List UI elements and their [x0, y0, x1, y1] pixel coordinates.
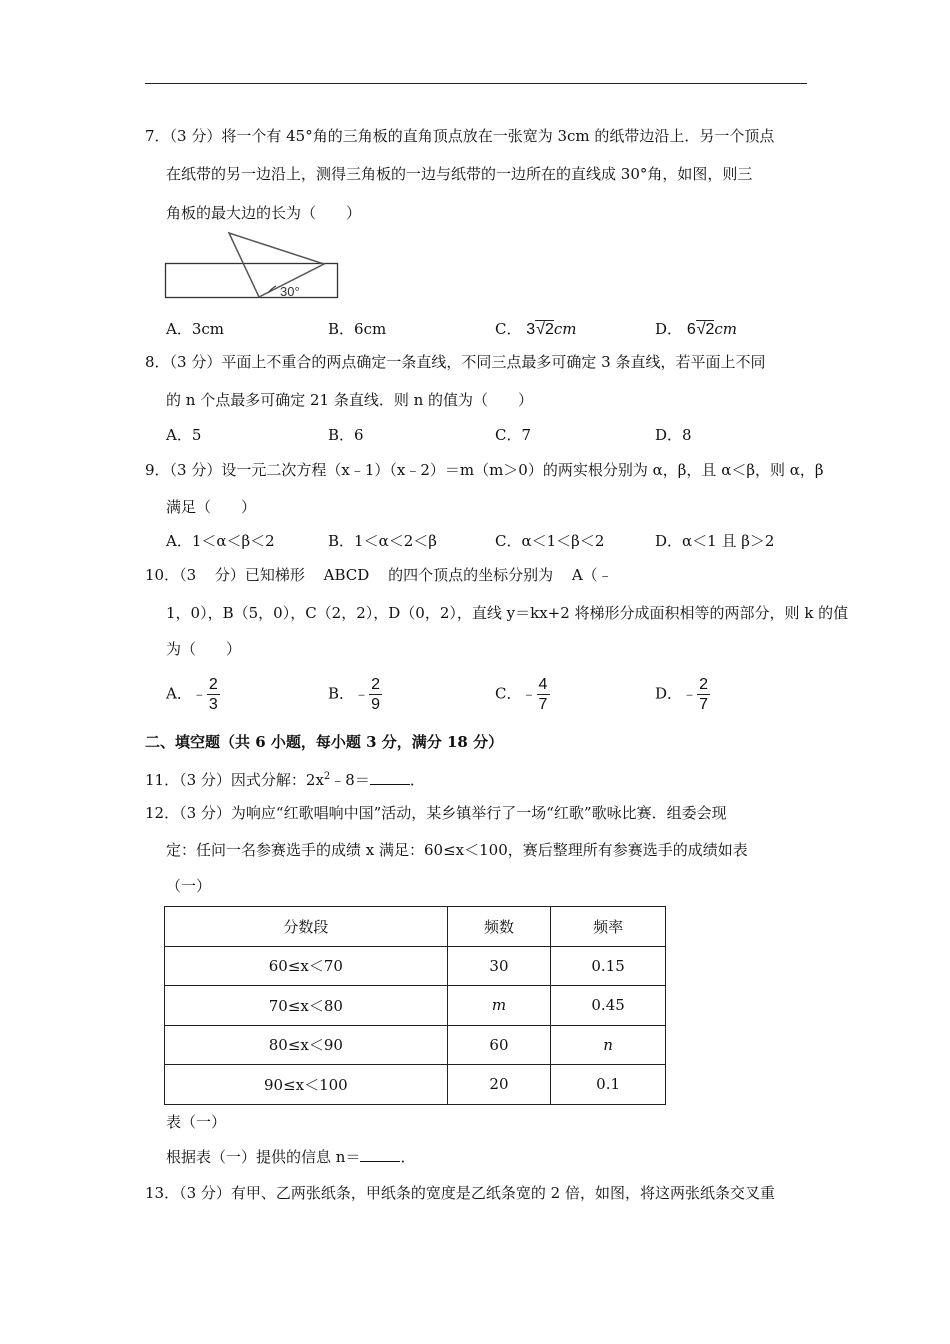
- table-row: [165, 986, 666, 1026]
- q10-option-d[interactable]: D．﹣ $\frac{2}{7}$: [655, 676, 710, 713]
- q7-line3: 角板的最大边的长为（ ）: [166, 204, 362, 222]
- option-label: C．: [495, 320, 522, 338]
- table-cell: 60≤x＜70: [165, 946, 448, 986]
- frequency-table: [164, 906, 666, 1105]
- sqrt-expression: 3√2: [526, 321, 554, 338]
- table-cell: 80≤x＜90: [165, 1025, 448, 1065]
- table-row: [165, 1065, 666, 1105]
- q8-line2: 的 n 个点最多可确定 21 条直线．则 n 的值为（ ）: [166, 391, 534, 409]
- q9-option-b[interactable]: B．1＜α＜2＜β: [328, 532, 437, 550]
- table-header: 分数段: [165, 907, 448, 947]
- q8-option-d[interactable]: D．8: [655, 426, 692, 444]
- table-cell: 0.45: [551, 986, 666, 1026]
- q10-option-c[interactable]: C．﹣ $\frac{4}{7}$: [495, 676, 550, 713]
- table-header: 频数: [447, 907, 550, 947]
- q9-option-a[interactable]: A．1＜α＜β＜2: [166, 532, 275, 550]
- q8-line1: 8．（3 分）平面上不重合的两点确定一条直线，不同三点最多可确定 3 条直线，若平面上不同: [145, 353, 766, 371]
- table-row: [165, 1025, 666, 1065]
- q7-figure: [164, 230, 344, 306]
- q10-line1: 10．（3 分）已知梯形 ABCD 的四个顶点的坐标分别为 A（﹣: [145, 566, 613, 584]
- q7-option-b[interactable]: B．6cm: [328, 320, 387, 338]
- q12-line2: 定：任问一名参赛选手的成绩 x 满足：60≤x＜100，赛后整理所有参赛选手的成绩如表: [166, 841, 748, 859]
- fraction: $\frac{2}{9}$: [369, 676, 382, 713]
- table-cell: 0.15: [551, 946, 666, 986]
- q7-line1: 7．（3 分）将一个有 45°角的三角板的直角顶点放在一张宽为 3cm 的纸带边沿上．另一个顶点: [145, 127, 775, 145]
- q12-ask: 根据表（一）提供的信息 n＝ ．: [166, 1148, 416, 1166]
- table-cell: 70≤x＜80: [165, 986, 448, 1026]
- q9-line1: 9．（3 分）设一元二次方程（x﹣1）（x﹣2）＝m（m＞0）的两实根分别为 α，β，且 α＜β，则 α，β: [145, 461, 824, 479]
- q7-option-c[interactable]: C． 3√2cm: [495, 320, 577, 338]
- table-cell: 20: [447, 1065, 550, 1105]
- q10-option-a[interactable]: A．﹣ $\frac{2}{3}$: [166, 676, 220, 713]
- answer-blank[interactable]: [370, 772, 410, 785]
- option-label: D．: [655, 320, 683, 338]
- q9-line2: 满足（ ）: [166, 498, 257, 516]
- q8-option-c[interactable]: C．7: [495, 426, 532, 444]
- table-cell: 90≤x＜100: [165, 1065, 448, 1105]
- q9-option-c[interactable]: C．α＜1＜β＜2: [495, 532, 605, 550]
- table-cell: 0.1: [551, 1065, 666, 1105]
- q12-line3: （一）: [166, 877, 212, 895]
- q7-option-d[interactable]: D． 6√2cm: [655, 320, 738, 338]
- table-cell: 30: [447, 946, 550, 986]
- fraction: $\frac{2}{7}$: [697, 676, 710, 713]
- table-row: [165, 946, 666, 986]
- table-caption: 表（一）: [166, 1113, 227, 1131]
- answer-blank[interactable]: [360, 1149, 400, 1162]
- q12-line1: 12．（3 分）为响应“红歌唱响中国”活动，某乡镇举行了一场“红歌”歌咏比赛．组委会现: [145, 804, 727, 822]
- section-heading: 二、填空题（共 6 小题，每小题 3 分，满分 18 分）: [145, 733, 504, 751]
- triangle-strip-diagram: [164, 230, 344, 302]
- table-header-row: [165, 907, 666, 947]
- q7-option-a[interactable]: A．3cm: [166, 320, 225, 338]
- fraction: $\frac{4}{7}$: [537, 676, 550, 713]
- sqrt-expression: 6√2: [686, 321, 715, 338]
- q10-line3: 为（ ）: [166, 640, 242, 658]
- q10-option-b[interactable]: B．﹣ $\frac{2}{9}$: [328, 676, 382, 713]
- table-cell: m: [447, 986, 550, 1026]
- q9-option-d[interactable]: D．α＜1 且 β＞2: [655, 532, 775, 550]
- q8-option-a[interactable]: A．5: [166, 426, 202, 444]
- q8-option-b[interactable]: B．6: [328, 426, 364, 444]
- table-header: 频率: [551, 907, 666, 947]
- header-rule: [145, 83, 807, 84]
- q7-line2: 在纸带的另一边沿上，测得三角板的一边与纸带的一边所在的直线成 30°角，如图，则三: [166, 165, 753, 183]
- q11-line: 11．（3 分）因式分解：$2x^2﹣8=$ ．: [145, 771, 425, 789]
- fraction: $\frac{2}{3}$: [207, 676, 220, 713]
- q10-line2: 1，0），B（5，0），C（2，2），D（0，2），直线 y＝kx+2 将梯形分成面积相等的两部分，则 k 的值: [166, 604, 849, 622]
- table-cell: n: [551, 1025, 666, 1065]
- q13-line1: 13．（3 分）有甲、乙两张纸条，甲纸条的宽度是乙纸条宽的 2 倍，如图，将这两张纸条交叉重: [145, 1184, 775, 1202]
- angle-label: 30°: [280, 284, 300, 299]
- table-cell: 60: [447, 1025, 550, 1065]
